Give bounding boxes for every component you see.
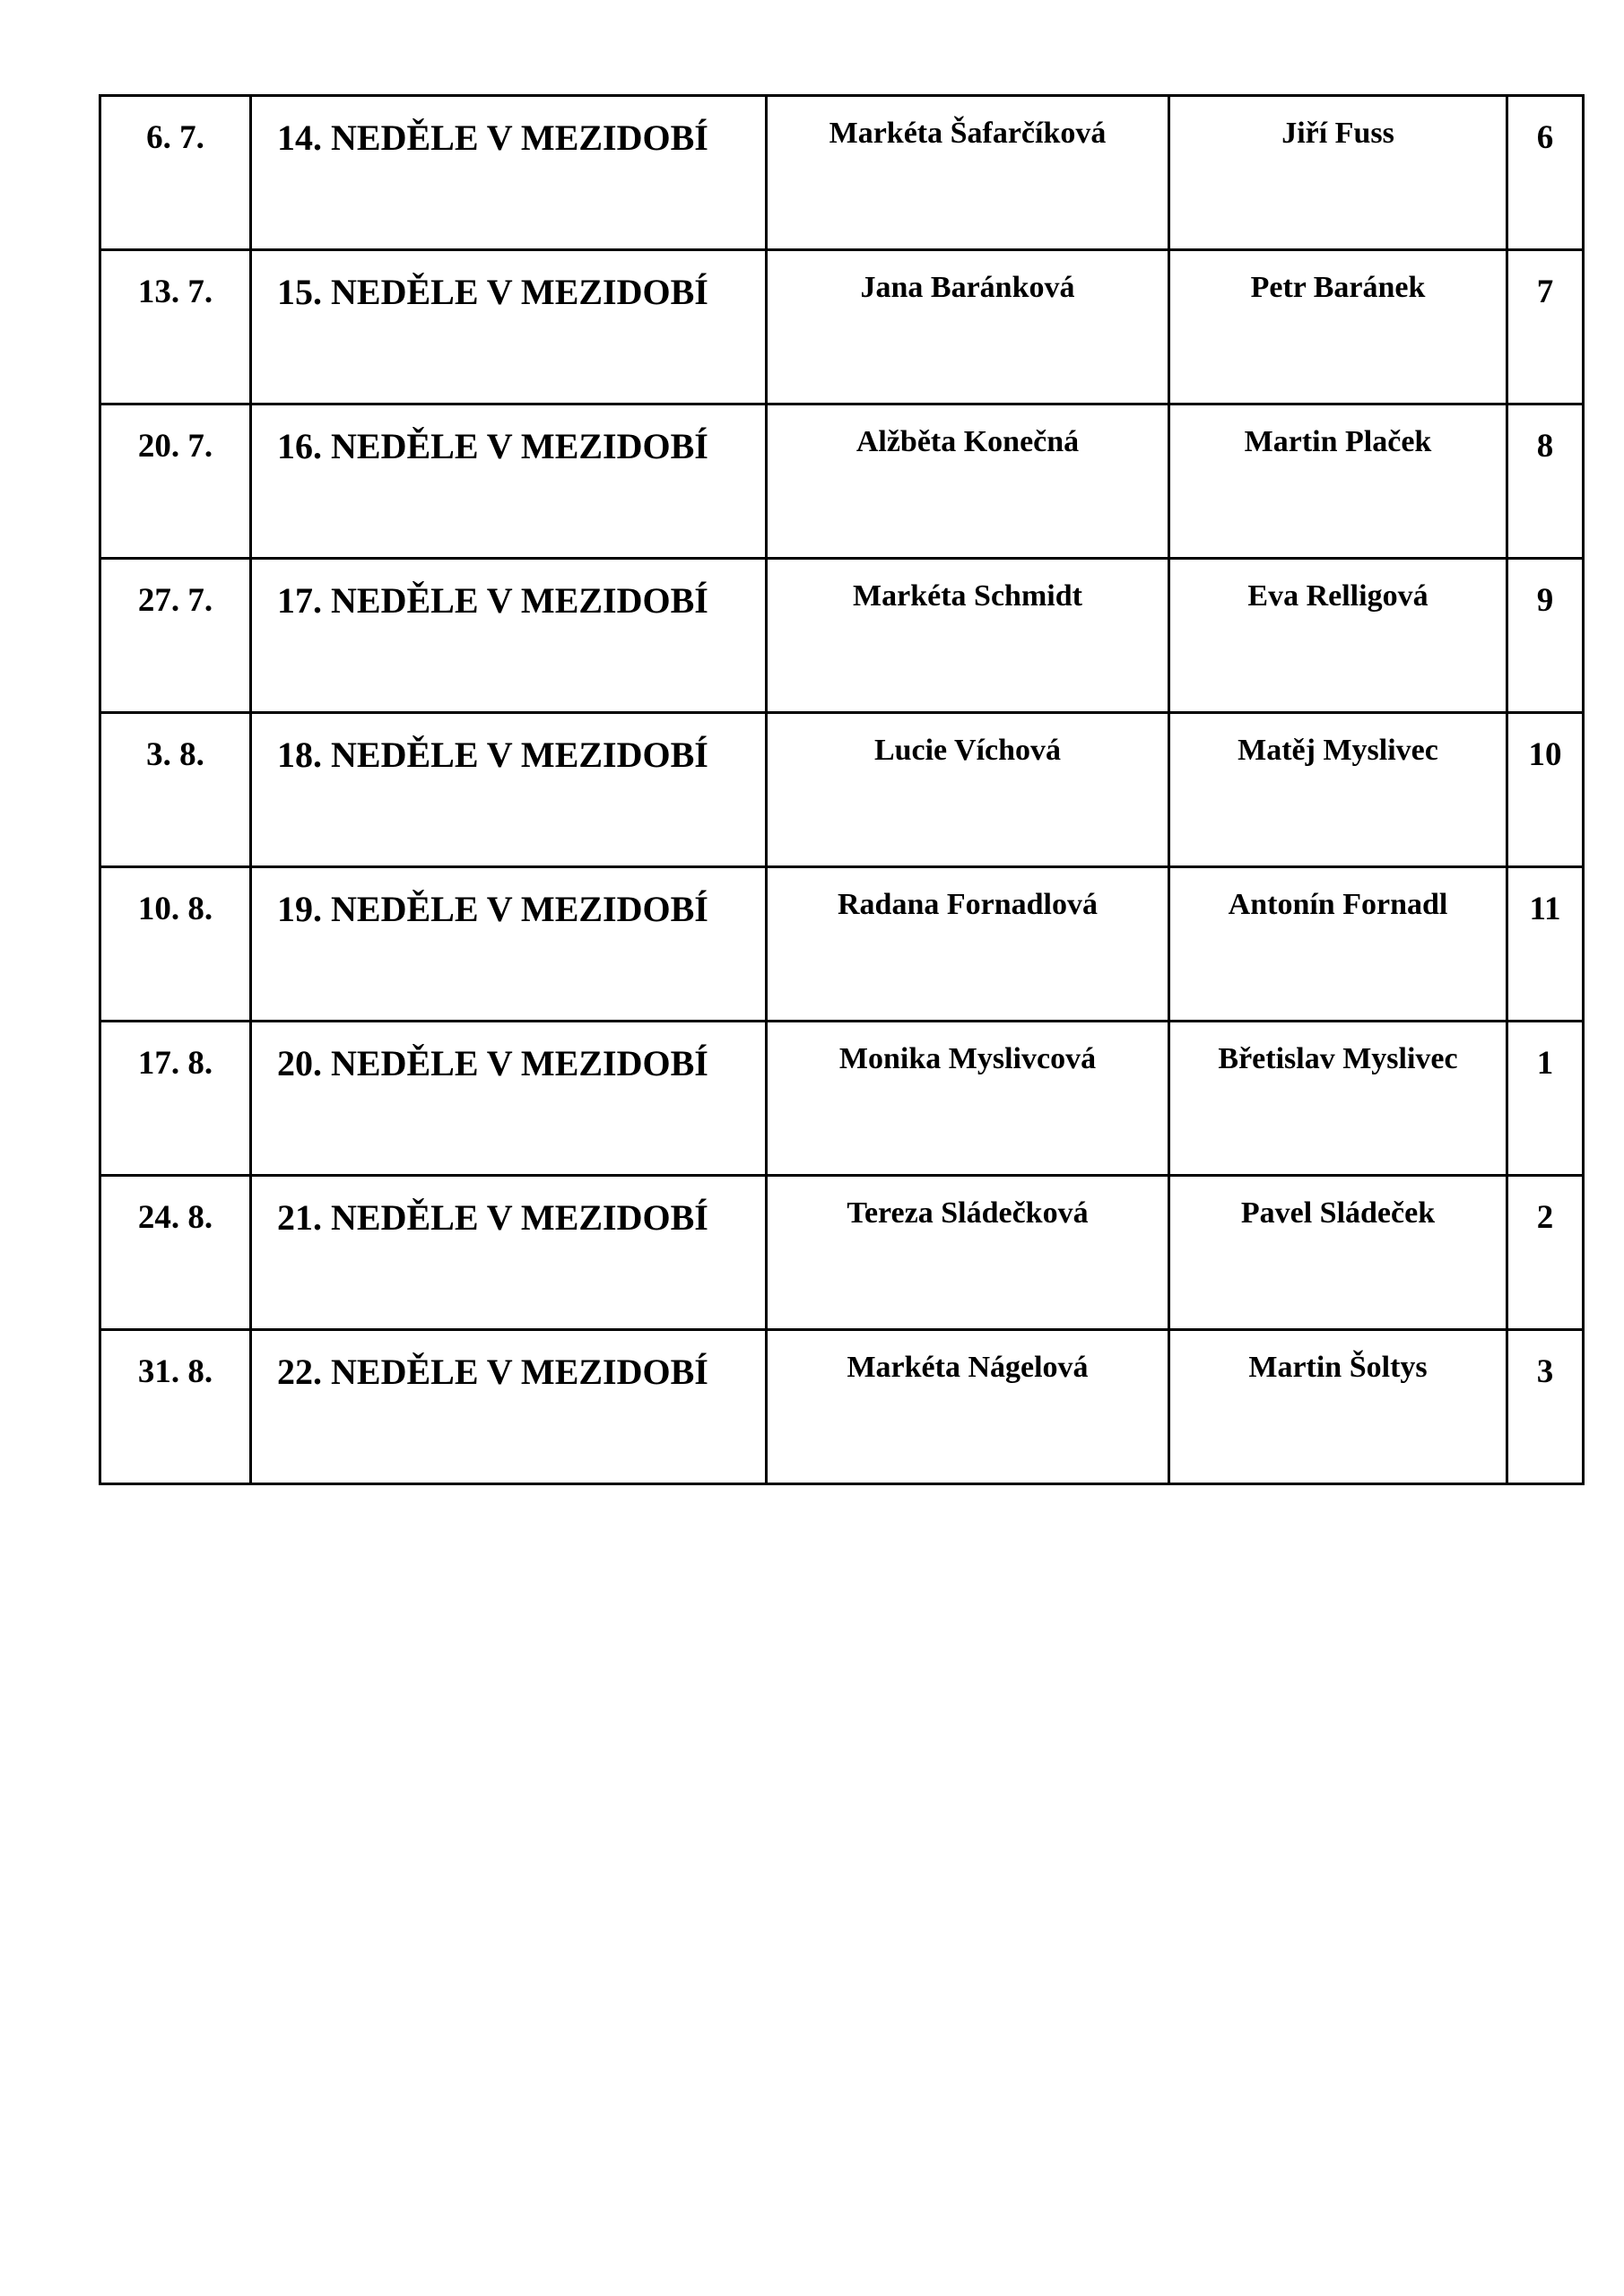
table-row bbox=[100, 96, 1584, 250]
reader-2-cell: Eva Relligová bbox=[1169, 559, 1507, 713]
date-cell: 24. 8. bbox=[100, 1176, 251, 1330]
table-row bbox=[100, 1330, 1584, 1484]
sunday-name-cell: 19. NEDĚLE V MEZIDOBÍ bbox=[251, 867, 767, 1022]
date-cell: 17. 8. bbox=[100, 1022, 251, 1176]
group-number-cell: 3 bbox=[1507, 1330, 1584, 1484]
group-number-cell: 2 bbox=[1507, 1176, 1584, 1330]
reader-1-cell: Radana Fornadlová bbox=[767, 867, 1169, 1022]
group-number-cell: 6 bbox=[1507, 96, 1584, 250]
reader-2-cell: Matěj Myslivec bbox=[1169, 713, 1507, 867]
group-number-cell: 9 bbox=[1507, 559, 1584, 713]
sunday-name-cell: 15. NEDĚLE V MEZIDOBÍ bbox=[251, 250, 767, 404]
reader-1-cell: Monika Myslivcová bbox=[767, 1022, 1169, 1176]
reader-1-cell: Lucie Víchová bbox=[767, 713, 1169, 867]
group-number-cell: 7 bbox=[1507, 250, 1584, 404]
sunday-name-cell: 21. NEDĚLE V MEZIDOBÍ bbox=[251, 1176, 767, 1330]
reader-1-cell: Tereza Sládečková bbox=[767, 1176, 1169, 1330]
table-row bbox=[100, 1022, 1584, 1176]
reader-1-cell: Markéta Schmidt bbox=[767, 559, 1169, 713]
reader-2-cell: Jiří Fuss bbox=[1169, 96, 1507, 250]
date-cell: 10. 8. bbox=[100, 867, 251, 1022]
table-row bbox=[100, 1176, 1584, 1330]
date-cell: 13. 7. bbox=[100, 250, 251, 404]
date-cell: 27. 7. bbox=[100, 559, 251, 713]
table-row bbox=[100, 713, 1584, 867]
date-cell: 6. 7. bbox=[100, 96, 251, 250]
sunday-name-cell: 20. NEDĚLE V MEZIDOBÍ bbox=[251, 1022, 767, 1176]
reader-2-cell: Pavel Sládeček bbox=[1169, 1176, 1507, 1330]
reader-1-cell: Markéta Šafarčíková bbox=[767, 96, 1169, 250]
sunday-name-cell: 18. NEDĚLE V MEZIDOBÍ bbox=[251, 713, 767, 867]
table-row bbox=[100, 404, 1584, 559]
reader-2-cell: Martin Plaček bbox=[1169, 404, 1507, 559]
table-row bbox=[100, 250, 1584, 404]
sunday-name-cell: 22. NEDĚLE V MEZIDOBÍ bbox=[251, 1330, 767, 1484]
group-number-cell: 10 bbox=[1507, 713, 1584, 867]
schedule-table bbox=[99, 94, 1585, 1485]
group-number-cell: 11 bbox=[1507, 867, 1584, 1022]
group-number-cell: 1 bbox=[1507, 1022, 1584, 1176]
reader-2-cell: Petr Baránek bbox=[1169, 250, 1507, 404]
date-cell: 31. 8. bbox=[100, 1330, 251, 1484]
schedule-body bbox=[100, 96, 1584, 1484]
reader-2-cell: Břetislav Myslivec bbox=[1169, 1022, 1507, 1176]
sunday-name-cell: 16. NEDĚLE V MEZIDOBÍ bbox=[251, 404, 767, 559]
sunday-name-cell: 14. NEDĚLE V MEZIDOBÍ bbox=[251, 96, 767, 250]
table-row bbox=[100, 867, 1584, 1022]
reader-1-cell: Jana Baránková bbox=[767, 250, 1169, 404]
reader-2-cell: Martin Šoltys bbox=[1169, 1330, 1507, 1484]
reader-1-cell: Markéta Nágelová bbox=[767, 1330, 1169, 1484]
reader-2-cell: Antonín Fornadl bbox=[1169, 867, 1507, 1022]
date-cell: 3. 8. bbox=[100, 713, 251, 867]
sunday-name-cell: 17. NEDĚLE V MEZIDOBÍ bbox=[251, 559, 767, 713]
date-cell: 20. 7. bbox=[100, 404, 251, 559]
reader-1-cell: Alžběta Konečná bbox=[767, 404, 1169, 559]
table-row bbox=[100, 559, 1584, 713]
group-number-cell: 8 bbox=[1507, 404, 1584, 559]
